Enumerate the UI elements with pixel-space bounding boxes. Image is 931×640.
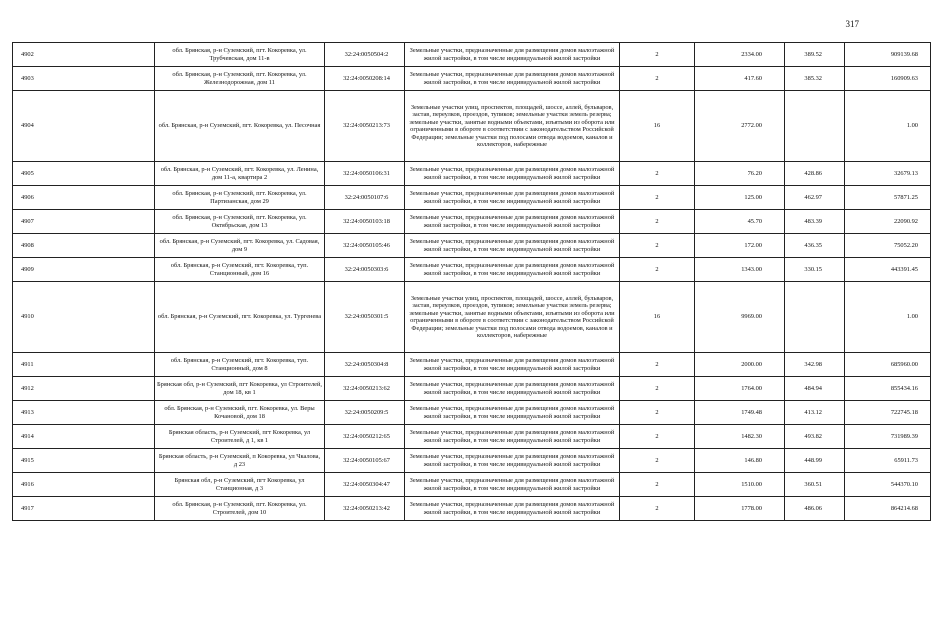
cell-cadastral-number: 32:24:0050212:65 bbox=[325, 425, 405, 449]
cell-address: обл. Брянская, р-н Суземский, пгт. Кокоревка, ул. Тургенева bbox=[155, 282, 325, 353]
cell-area: 1764.00 bbox=[695, 377, 785, 401]
cell-cadastral-number: 32:24:0050105:67 bbox=[325, 449, 405, 473]
cell-permitted-use: Земельные участки, предназначенные для размещения домов малоэтажной жилой застройки, в том числе индивидуальной жилой застройки bbox=[405, 67, 620, 91]
cell-area: 146.80 bbox=[695, 449, 785, 473]
cell-cadastral-value: 731989.39 bbox=[845, 425, 931, 449]
cell-number: 4915 bbox=[13, 449, 155, 473]
cell-number: 4912 bbox=[13, 377, 155, 401]
table-row bbox=[13, 377, 931, 401]
cell-area: 417.60 bbox=[695, 67, 785, 91]
cell-cadastral-number: 32:24:0050504:2 bbox=[325, 43, 405, 67]
table-row bbox=[13, 353, 931, 377]
cell-cadastral-value: 722745.18 bbox=[845, 401, 931, 425]
cell-cadastral-number: 32:24:0050213:73 bbox=[325, 91, 405, 162]
cell-group: 2 bbox=[620, 186, 695, 210]
cell-area: 45.70 bbox=[695, 210, 785, 234]
cell-cadastral-number: 32:24:0050213:42 bbox=[325, 497, 405, 521]
cell-cadastral-number: 32:24:0050303:6 bbox=[325, 258, 405, 282]
cell-cadastral-number: 32:24:0050105:46 bbox=[325, 234, 405, 258]
cell-area: 125.00 bbox=[695, 186, 785, 210]
cell-group: 2 bbox=[620, 162, 695, 186]
table-row bbox=[13, 91, 931, 162]
cell-cadastral-value: 65911.73 bbox=[845, 449, 931, 473]
cell-area: 1482.30 bbox=[695, 425, 785, 449]
cell-address: Брянская обл, р-н Суземский, пгт Кокоревка, ул Станционная, д 3 bbox=[155, 473, 325, 497]
cell-group: 2 bbox=[620, 473, 695, 497]
table-row bbox=[13, 497, 931, 521]
cell-permitted-use: Земельные участки, предназначенные для размещения домов малоэтажной жилой застройки, в том числе индивидуальной жилой застройки bbox=[405, 497, 620, 521]
cell-address: обл. Брянская, р-н Суземский, пгт. Кокоревка, ул. Строителей, дом 10 bbox=[155, 497, 325, 521]
cell-specific-value: 385.32 bbox=[785, 67, 845, 91]
cell-group: 2 bbox=[620, 210, 695, 234]
table-row bbox=[13, 67, 931, 91]
cell-cadastral-number: 32:24:0050208:14 bbox=[325, 67, 405, 91]
cell-group: 2 bbox=[620, 377, 695, 401]
cell-specific-value: 428.86 bbox=[785, 162, 845, 186]
table-row bbox=[13, 473, 931, 497]
cell-address: Брянская область, р-н Суземский, пгт Кокоревка, ул Строителей, д 1, кв 1 bbox=[155, 425, 325, 449]
table-row bbox=[13, 401, 931, 425]
cell-address: Брянская обл, р-н Суземский, пгт Кокоревка, ул Строителей, дом 18, кв 1 bbox=[155, 377, 325, 401]
cell-address: обл. Брянская, р-н Суземский, пгт. Кокоревка, туп. Станционный, дом 16 bbox=[155, 258, 325, 282]
cell-specific-value: 360.51 bbox=[785, 473, 845, 497]
cell-specific-value bbox=[785, 91, 845, 162]
cell-cadastral-number: 32:24:0050106:31 bbox=[325, 162, 405, 186]
cell-number: 4904 bbox=[13, 91, 155, 162]
cell-area: 1510.00 bbox=[695, 473, 785, 497]
cell-group: 16 bbox=[620, 282, 695, 353]
cell-area: 1343.00 bbox=[695, 258, 785, 282]
cell-number: 4914 bbox=[13, 425, 155, 449]
cell-address: обл. Брянская, р-н Суземский, пгт. Кокоревка, туп. Станционный, дом 8 bbox=[155, 353, 325, 377]
cell-cadastral-number: 32:24:0050107:6 bbox=[325, 186, 405, 210]
cell-specific-value: 413.12 bbox=[785, 401, 845, 425]
cell-permitted-use: Земельные участки, предназначенные для размещения домов малоэтажной жилой застройки, в том числе индивидуальной жилой застройки bbox=[405, 425, 620, 449]
cell-area: 9969.00 bbox=[695, 282, 785, 353]
cell-number: 4913 bbox=[13, 401, 155, 425]
table-row bbox=[13, 234, 931, 258]
cell-specific-value: 484.94 bbox=[785, 377, 845, 401]
page-number: 317 bbox=[845, 19, 859, 29]
cell-area: 2334.00 bbox=[695, 43, 785, 67]
cell-number: 4911 bbox=[13, 353, 155, 377]
cell-group: 2 bbox=[620, 401, 695, 425]
cell-group: 2 bbox=[620, 497, 695, 521]
cell-permitted-use: Земельные участки, предназначенные для размещения домов малоэтажной жилой застройки, в том числе индивидуальной жилой застройки bbox=[405, 234, 620, 258]
cell-specific-value: 389.52 bbox=[785, 43, 845, 67]
cell-address: обл. Брянская, р-н Суземский, пгт. Кокоревка, ул. Песочная bbox=[155, 91, 325, 162]
cell-specific-value: 436.35 bbox=[785, 234, 845, 258]
cell-address: обл. Брянская, р-н Суземский, пгт. Кокоревка, ул. Железнодорожная, дом 11 bbox=[155, 67, 325, 91]
cell-permitted-use: Земельные участки улиц, проспектов, площадей, шоссе, аллей, бульваров, застав, переулков, проездов, тупиков; земельные участки земель резерва; земельные участки, занятые водными объектами, изъятыми из оборота или ограниченными в обороте в соответствии с законодательством Российской Федерации; земельные участки под полосами отвода водоемов, каналов и коллекторов, набережные bbox=[405, 91, 620, 162]
table-row bbox=[13, 210, 931, 234]
cell-specific-value: 493.82 bbox=[785, 425, 845, 449]
cell-address: обл. Брянская, р-н Суземский, пгт. Кокоревка, ул. Ленина, дом 11-а, квартира 2 bbox=[155, 162, 325, 186]
cell-permitted-use: Земельные участки, предназначенные для размещения домов малоэтажной жилой застройки, в том числе индивидуальной жилой застройки bbox=[405, 258, 620, 282]
cell-number: 4905 bbox=[13, 162, 155, 186]
table-row bbox=[13, 449, 931, 473]
cell-number: 4902 bbox=[13, 43, 155, 67]
cell-cadastral-number: 32:24:0050103:18 bbox=[325, 210, 405, 234]
cell-address: обл. Брянская, р-н Суземский, пгт. Кокоревка, ул. Садовая, дом 9 bbox=[155, 234, 325, 258]
cell-group: 2 bbox=[620, 449, 695, 473]
cell-cadastral-number: 32:24:0050213:62 bbox=[325, 377, 405, 401]
cell-permitted-use: Земельные участки, предназначенные для размещения домов малоэтажной жилой застройки, в том числе индивидуальной жилой застройки bbox=[405, 353, 620, 377]
cell-cadastral-number: 32:24:0050301:5 bbox=[325, 282, 405, 353]
cell-address: обл. Брянская, р-н Суземский, пгт. Кокоревка, ул. Веры Кочановой, дом 18 bbox=[155, 401, 325, 425]
cell-group: 2 bbox=[620, 258, 695, 282]
cell-group: 2 bbox=[620, 353, 695, 377]
cell-cadastral-value: 1.00 bbox=[845, 91, 931, 162]
cell-cadastral-value: 443391.45 bbox=[845, 258, 931, 282]
table-row bbox=[13, 425, 931, 449]
cell-specific-value: 483.39 bbox=[785, 210, 845, 234]
cell-cadastral-value: 909139.68 bbox=[845, 43, 931, 67]
cell-area: 76.20 bbox=[695, 162, 785, 186]
cell-permitted-use: Земельные участки, предназначенные для размещения домов малоэтажной жилой застройки, в том числе индивидуальной жилой застройки bbox=[405, 401, 620, 425]
table-row bbox=[13, 258, 931, 282]
cell-specific-value bbox=[785, 282, 845, 353]
cell-address: обл. Брянская, р-н Суземский, пгт. Кокоревка, ул. Трубчевская, дом 11-в bbox=[155, 43, 325, 67]
table-row bbox=[13, 43, 931, 67]
cell-number: 4916 bbox=[13, 473, 155, 497]
cell-permitted-use: Земельные участки, предназначенные для размещения домов малоэтажной жилой застройки, в том числе индивидуальной жилой застройки bbox=[405, 186, 620, 210]
cell-cadastral-number: 32:24:0050304:47 bbox=[325, 473, 405, 497]
cell-cadastral-value: 32679.13 bbox=[845, 162, 931, 186]
cell-number: 4910 bbox=[13, 282, 155, 353]
cell-specific-value: 486.06 bbox=[785, 497, 845, 521]
cell-permitted-use: Земельные участки, предназначенные для размещения домов малоэтажной жилой застройки, в том числе индивидуальной жилой застройки bbox=[405, 162, 620, 186]
cell-cadastral-number: 32:24:0050304:8 bbox=[325, 353, 405, 377]
cell-cadastral-value: 22090.92 bbox=[845, 210, 931, 234]
cell-number: 4907 bbox=[13, 210, 155, 234]
cell-permitted-use: Земельные участки, предназначенные для размещения домов малоэтажной жилой застройки, в том числе индивидуальной жилой застройки bbox=[405, 43, 620, 67]
cell-area: 2772.00 bbox=[695, 91, 785, 162]
cell-group: 2 bbox=[620, 67, 695, 91]
cell-cadastral-value: 160909.63 bbox=[845, 67, 931, 91]
cell-permitted-use: Земельные участки улиц, проспектов, площадей, шоссе, аллей, бульваров, застав, переулков, проездов, тупиков; земельные участки земель резерва; земельные участки, занятые водными объектами, изъятыми из оборота или ограниченными в обороте в соответствии с законодательством Российской Федерации; земельные участки под полосами отвода водоемов, каналов и коллекторов, набережные bbox=[405, 282, 620, 353]
cell-number: 4908 bbox=[13, 234, 155, 258]
cell-cadastral-value: 544370.10 bbox=[845, 473, 931, 497]
cell-number: 4909 bbox=[13, 258, 155, 282]
cell-address: Брянская область, р-н Суземский, п Кокоревка, ул Чкалова, д 23 bbox=[155, 449, 325, 473]
cell-permitted-use: Земельные участки, предназначенные для размещения домов малоэтажной жилой застройки, в том числе индивидуальной жилой застройки bbox=[405, 210, 620, 234]
cell-cadastral-number: 32:24:0050209:5 bbox=[325, 401, 405, 425]
table-row bbox=[13, 162, 931, 186]
cell-cadastral-value: 864214.68 bbox=[845, 497, 931, 521]
cell-cadastral-value: 75052.20 bbox=[845, 234, 931, 258]
table-row bbox=[13, 186, 931, 210]
cell-permitted-use: Земельные участки, предназначенные для размещения домов малоэтажной жилой застройки, в том числе индивидуальной жилой застройки bbox=[405, 473, 620, 497]
cell-specific-value: 462.97 bbox=[785, 186, 845, 210]
cell-group: 16 bbox=[620, 91, 695, 162]
cell-specific-value: 342.98 bbox=[785, 353, 845, 377]
cell-specific-value: 448.99 bbox=[785, 449, 845, 473]
cell-area: 2000.00 bbox=[695, 353, 785, 377]
cell-cadastral-value: 57871.25 bbox=[845, 186, 931, 210]
cell-number: 4917 bbox=[13, 497, 155, 521]
cell-number: 4906 bbox=[13, 186, 155, 210]
cell-group: 2 bbox=[620, 43, 695, 67]
cell-area: 1778.00 bbox=[695, 497, 785, 521]
cell-permitted-use: Земельные участки, предназначенные для размещения домов малоэтажной жилой застройки, в том числе индивидуальной жилой застройки bbox=[405, 449, 620, 473]
cell-cadastral-value: 685960.00 bbox=[845, 353, 931, 377]
cell-group: 2 bbox=[620, 234, 695, 258]
cell-cadastral-value: 1.00 bbox=[845, 282, 931, 353]
cell-area: 172.00 bbox=[695, 234, 785, 258]
cell-specific-value: 330.15 bbox=[785, 258, 845, 282]
table-row bbox=[13, 282, 931, 353]
cell-area: 1749.48 bbox=[695, 401, 785, 425]
cell-permitted-use: Земельные участки, предназначенные для размещения домов малоэтажной жилой застройки, в том числе индивидуальной жилой застройки bbox=[405, 377, 620, 401]
cell-group: 2 bbox=[620, 425, 695, 449]
cell-cadastral-value: 855434.16 bbox=[845, 377, 931, 401]
cell-address: обл. Брянская, р-н Суземский, пгт. Кокоревка, ул. Партизанская, дом 29 bbox=[155, 186, 325, 210]
land-registry-table bbox=[12, 42, 931, 521]
cell-number: 4903 bbox=[13, 67, 155, 91]
cell-address: обл. Брянская, р-н Суземский, пгт. Кокоревка, ул. Октябрьская, дом 13 bbox=[155, 210, 325, 234]
